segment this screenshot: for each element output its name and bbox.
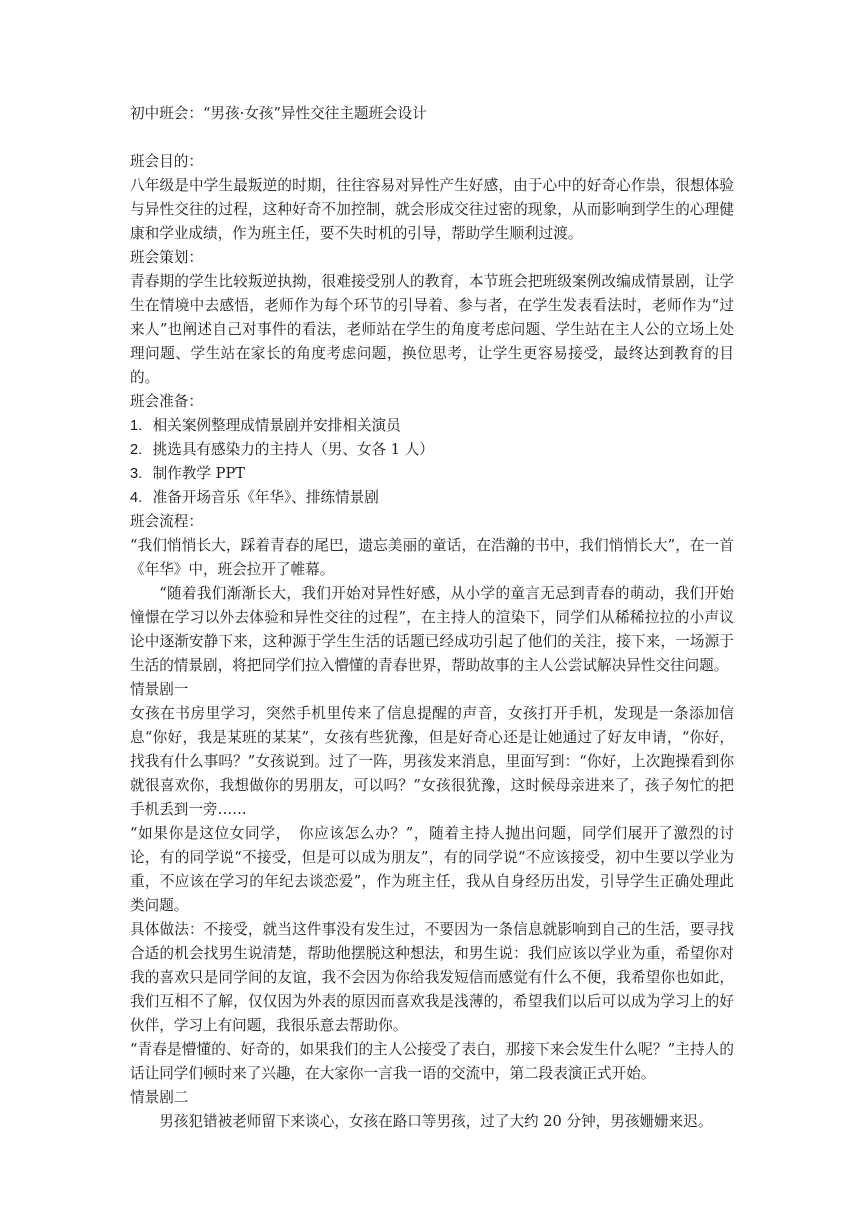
flow-heading: 班会流程： — [130, 513, 203, 530]
prep-heading: 班会准备： — [130, 393, 203, 410]
prep-item — [130, 462, 734, 486]
prep-item-text: 准备开场音乐《年华》、排练情景剧 — [152, 489, 379, 506]
prep-item — [130, 414, 734, 438]
scene1-paragraph-1: 女孩在书房里学习，突然手机里传来了信息提醒的声音，女孩打开手机，发现是一条添加信息“你好，我是某班的某某”，女孩有些犹豫，但是好奇心还是让她通过了好友申请，“你好，找我有什么事吗？”女孩说到。过了一阵，男孩发来消息，里面写到：“你好，上次跑操看到你就很喜欢你，我想做你的男朋友，可以吗？”女孩很犹豫，这时候母亲进来了，孩子匆忙的把手机丢到一旁…… — [130, 705, 734, 818]
prep-list — [130, 414, 734, 510]
scene1-heading: 情景剧一 — [130, 681, 189, 698]
document-page — [130, 102, 734, 1134]
prep-item — [130, 438, 734, 462]
purpose-heading: 班会目的： — [130, 153, 203, 170]
plan-paragraph: 青春期的学生比较叛逆执拗，很难接受别人的教育，本节班会把班级案例改编成情景剧，让学生在情境中去感悟，老师作为每个环节的引导着、参与者，在学生发表看法时，老师作为“过来人”也阐述自己对事件的看法，老师站在学生的角度考虑问题、学生站在主人公的立场上处理问题、学生站在家长的角度考虑问题，换位思考，让学生更容易接受，最终达到教育的目的。 — [130, 273, 734, 386]
prep-item-text: 制作教学 PPT — [152, 465, 246, 482]
scene1-paragraph-2: “如果你是这位女同学， 你应该怎么办？”，随着主持人抛出问题，同学们展开了激烈的讨论，有的同学说“不接受，但是可以成为朋友”，有的同学说“不应该接受，初中生要以学业为重，不应该在学习的年纪去谈恋爱”，作为班主任，我从自身经历出发，引导学生正确处理此类问题。 — [130, 825, 734, 914]
prep-item-number: 2. — [130, 442, 143, 458]
prep-item-text: 相关案例整理成情景剧并安排相关演员 — [152, 417, 401, 434]
scene2-heading: 情景剧二 — [130, 1089, 189, 1106]
purpose-paragraph: 八年级是中学生最叛逆的时期，往往容易对异性产生好感，由于心中的好奇心作祟，很想体验与异性交往的过程，这种好奇不加控制，就会形成交往过密的现象，从而影响到学生的心理健康和学业成绩，作为班主任，要不失时机的引导，帮助学生顺利过渡。 — [130, 177, 734, 242]
prep-item-text: 挑选具有感染力的主持人（男、女各 1 人） — [152, 441, 434, 458]
flow-paragraph-2: “随着我们渐渐长大，我们开始对异性好感，从小学的童言无忌到青春的萌动，我们开始憧憬在学习以外去体验和异性交往的过程”，在主持人的渲染下，同学们从稀稀拉拉的小声议论中逐渐安静下来，这种源于学生生活的话题已经成功引起了他们的关注，接下来，一场源于生活的情景剧，将把同学们拉入懵懂的青春世界，帮助故事的主人公尝试解决异性交往问题。 — [130, 585, 734, 674]
scene2-paragraph-1: 男孩犯错被老师留下来谈心，女孩在路口等男孩，过了大约 20 分钟，男孩姗姗来迟。 — [159, 1113, 713, 1130]
prep-item — [130, 486, 734, 510]
flow-paragraph-1: “我们悄悄长大，踩着青春的尾巴，遗忘美丽的童话，在浩瀚的书中，我们悄悄长大”，在一首《年华》中，班会拉开了帷幕。 — [130, 537, 734, 578]
plan-heading: 班会策划： — [130, 249, 203, 266]
prep-item-number: 4. — [130, 490, 143, 506]
document-title: 初中班会：“男孩·女孩”异性交往主题班会设计 — [130, 105, 427, 122]
scene1-paragraph-3: 具体做法：不接受，就当这件事没有发生过，不要因为一条信息就影响到自己的生活，要寻找合适的机会找男生说清楚，帮助他摆脱这种想法，和男生说：我们应该以学业为重，希望你对我的喜欢只是同学间的友谊，我不会因为你给我发短信而感觉有什么不便，我希望你也如此，我们互相不了解，仅仅因为外表的原因而喜欢我是浅薄的，希望我们以后可以成为学习上的好伙伴，学习上有问题，我很乐意去帮助你。 — [130, 921, 734, 1034]
prep-item-number: 1. — [130, 418, 143, 434]
prep-item-number: 3. — [130, 466, 143, 482]
scene1-paragraph-4: “青春是懵懂的、好奇的，如果我们的主人公接受了表白，那接下来会发生什么呢？”主持人的话让同学们顿时来了兴趣，在大家你一言我一语的交流中，第二段表演正式开始。 — [130, 1041, 734, 1082]
